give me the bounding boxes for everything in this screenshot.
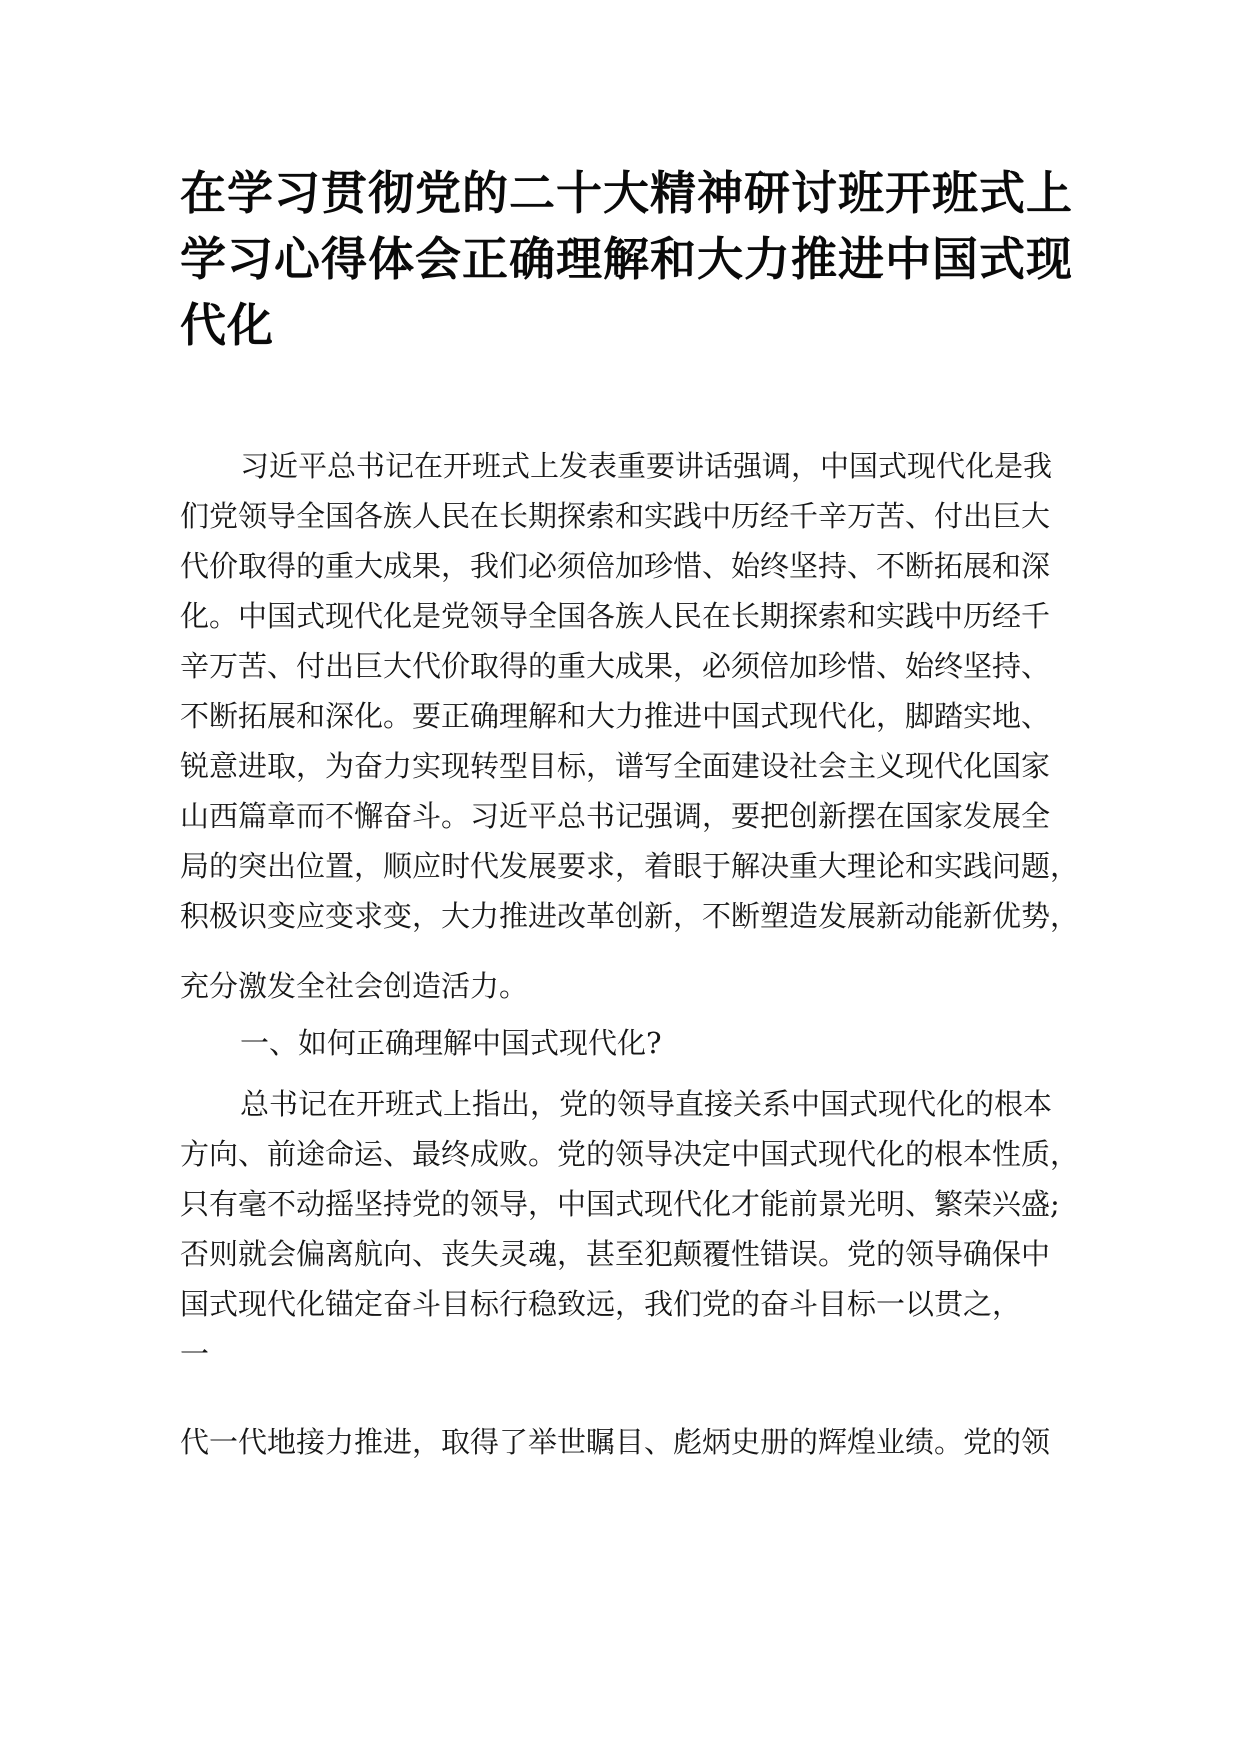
document-title: 在学习贯彻党的二十大精神研讨班开班式上学习心得体会正确理解和大力推进中国式现代化 (180, 166, 1073, 352)
body-line: 方向、前途命运、最终成败。党的领导决定中国式现代化的根本性质， (180, 1137, 1080, 1171)
body-line: 一 (180, 1337, 210, 1371)
body-line: 们党领导全国各族人民在长期探索和实践中历经千辛万苦、付出巨大 (180, 499, 1051, 533)
body-line: 只有毫不动摇坚持党的领导，中国式现代化才能前景光明、繁荣兴盛; (180, 1187, 1060, 1221)
body-line: 化。中国式现代化是党领导全国各族人民在长期探索和实践中历经千 (180, 599, 1051, 633)
body-line: 代价取得的重大成果，我们必须倍加珍惜、始终坚持、不断拓展和深 (180, 549, 1051, 583)
body-line: 锐意进取，为奋力实现转型目标，谱写全面建设社会主义现代化国家 (180, 749, 1051, 783)
body-line: 充分激发全社会创造活力。 (180, 969, 529, 1003)
body-line: 代一代地接力推进，取得了举世瞩目、彪炳史册的辉煌业绩。党的领 (180, 1425, 1051, 1459)
section-heading: 一、如何正确理解中国式现代化? (240, 1026, 662, 1060)
body-line: 总书记在开班式上指出，党的领导直接关系中国式现代化的根本 (240, 1087, 1053, 1121)
body-line: 辛万苦、付出巨大代价取得的重大成果，必须倍加珍惜、始终坚持、 (180, 649, 1051, 683)
body-line: 习近平总书记在开班式上发表重要讲话强调，中国式现代化是我 (240, 449, 1053, 483)
body-line: 局的突出位置，顺应时代发展要求，着眼于解决重大理论和实践问题， (180, 849, 1080, 883)
body-line: 否则就会偏离航向、丧失灵魂，甚至犯颠覆性错误。党的领导确保中 (180, 1237, 1051, 1271)
body-line: 山西篇章而不懈奋斗。习近平总书记强调，要把创新摆在国家发展全 (180, 799, 1051, 833)
body-line: 积极识变应变求变，大力推进改革创新，不断塑造发展新动能新优势， (180, 899, 1080, 933)
body-line: 不断拓展和深化。要正确理解和大力推进中国式现代化，脚踏实地、 (180, 699, 1051, 733)
body-line: 国式现代化锚定奋斗目标行稳致远，我们党的奋斗目标一以贯之， (180, 1287, 1022, 1321)
